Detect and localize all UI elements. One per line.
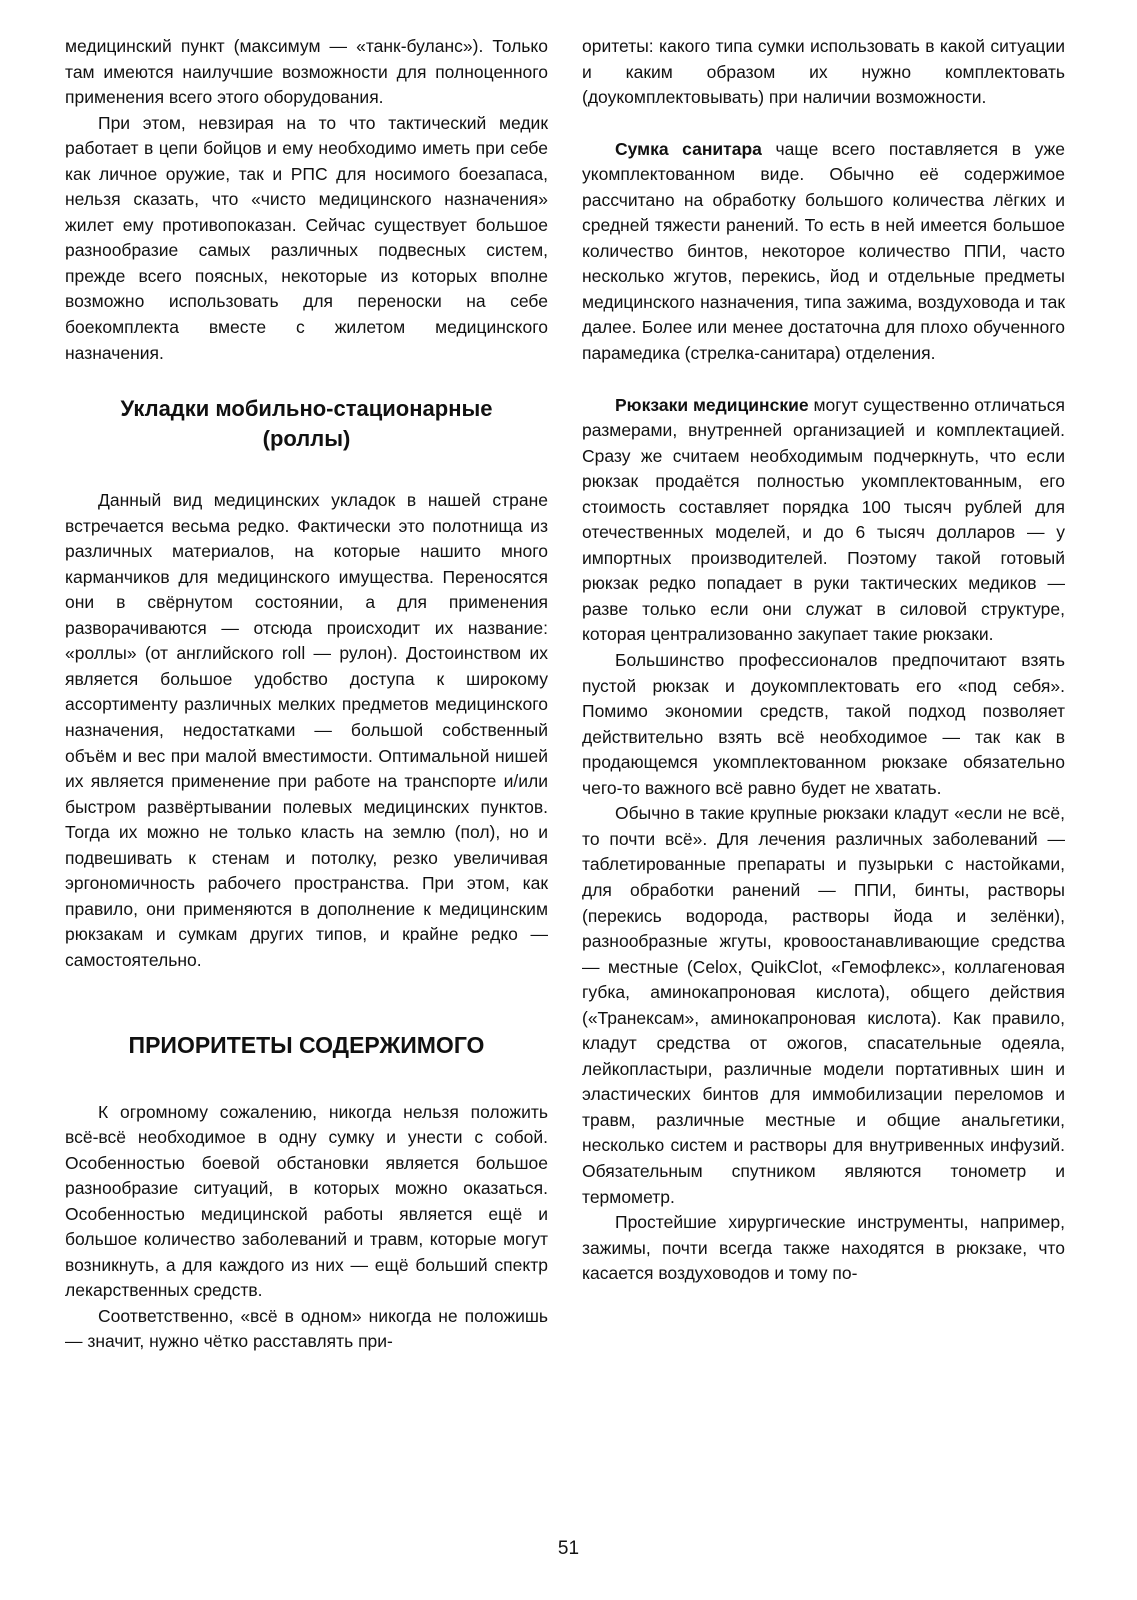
left-column — [65, 34, 548, 1355]
paragraph: Обычно в такие крупные рюкзаки кладут «если не всё, то почти всё». Для лечения различных заболеваний — таблетированные препараты и пузырьки с настойками, для обработки ранений — ППИ, бинты, растворы (перекись водорода, растворы йода и зелёнки), разнообразные жгуты, кровоостанавливающие средства — местные (Celox, QuikClot, «Гемофлекс», коллагеновая губка, аминокапроновая кислота), общего действия («Транексам», аминокапроновая кислота). Как правило, кладут средства от ожогов, спасательные одеяла, лейкопластыри, различные модели портативных шин и эластических бинтов для иммобилизации переломов и травм, различные местные и общие анальгетики, несколько систем и растворы для внутривенных инфузий. Обязательным спутником являются тонометр и термометр. — [582, 803, 1065, 1207]
section-heading-priorities: ПРИОРИТЕТЫ СОДЕРЖИМОГО — [128, 1031, 485, 1058]
paragraph-text: могут существенно отличаться размерами, внутренней организацией и комплектацией. Сразу же считаем необходимым подчеркнуть, что если рюкзак продаётся полностью укомплектованным, его стоимость составляет порядка 100 тысяч рублей для отечественных моделей, и до 6 тысяч долларов — у импортных производителей. Поэтому такой готовый рюкзак редко попадает в руки тактических медиков — разве только если они служат в силовой структуре, которая централизованно закупает такие рюкзаки. — [582, 394, 1065, 645]
heading-line: (роллы) — [262, 426, 351, 452]
paragraph: К огромному сожалению, никогда нельзя положить всё-всё необходимое в одну сумку и унести с собой. Особенностью боевой обстановки является большое разнообразие ситуаций, в которых можно оказаться. Особенностью медицинской работы является ещё и большое количество заболеваний и травм, которые могут возникнуть, а для каждого из них — ещё больший спектр лекарственных средств. — [65, 1101, 548, 1301]
right-column — [582, 34, 1065, 1287]
lead-term: Сумка санитара — [615, 138, 762, 159]
paragraph: Данный вид медицинских укладок в нашей стране встречается весьма редко. Фактически это полотнища из различных материалов, на которые нашито много карманчиков для медицинского имущества. Переносятся они в свёрнутом состоянии, а для применения разворачиваются — отсюда происходит их название: «роллы» (от английского roll — рулон). Достоинством их является большое удобство доступа к широкому ассортименту различных мелких предметов медицинского назначения, недостатками — большой собственный объём и вес при малой вместимости. Оптимальной нишей их является применение при работе на транспорте и/или быстром развёртывании полевых медицинских пунктов. Тогда их можно не только класть на землю (пол), но и подвешивать к стенам и потолку, резко увеличивая эргономичность рабочего пространства. При этом, как правило, они применяются в дополнение к медицинским рюкзакам и сумкам других типов, и крайне редко — самостоятельно. — [65, 490, 548, 970]
page-number: 51 — [557, 1538, 580, 1559]
paragraph: оритеты: какого типа сумки использовать в какой ситуации и каким образом их нужно комплектовать (доукомплектовывать) при наличии возможности. — [582, 36, 1065, 108]
paragraph: Большинство профессионалов предпочитают взять пустой рюкзак и доукомплектовать его «под себя». Помимо экономии средств, такой подход позволяет действительно взять всё необходимое — так как в продающемся укомплектованном рюкзаке обязательно чего-то важного всё равно будет не хватать. — [582, 650, 1065, 798]
paragraph: При этом, невзирая на то что тактический медик работает в цепи бойцов и ему необходимо иметь при себе как личное оружие, так и РПС для носимого боезапаса, нельзя сказать, что «чисто медицинского назначения» жилет ему противопоказан. Сейчас существует большое разнообразие самых различных подвесных систем, прежде всего поясных, некоторые из которых вполне возможно использовать для переноски на себе боекомплекта вместе с жилетом медицинского назначения. — [65, 112, 548, 363]
paragraph-medical-backpacks — [582, 393, 1065, 648]
section-heading-rolls — [65, 394, 548, 454]
paragraph-medic-bag — [582, 137, 1065, 367]
paragraph: Простейшие хирургические инструменты, например, зажимы, почти всегда также находятся в рюкзаке, что касается воздуховодов и тому по- — [582, 1212, 1065, 1284]
heading-line: Укладки мобильно-стационарные — [120, 396, 493, 422]
paragraph: медицинский пункт (максимум — «танк-буланс»). Только там имеются наилучшие возможности для полноценного применения всего этого оборудования. — [65, 36, 548, 108]
paragraph-text: чаще всего поставляется в уже укомплектованном виде. Обычно её содержимое рассчитано на обработку большого количества лёгких и средней тяжести ранений. То есть в ней имеется большое количество бинтов, некоторое количество ППИ, часто несколько жгутов, перекись, йод и отдельные предметы медицинского назначения, типа зажима, воздуховода и так далее. Более или менее достаточна для плохо обученного парамедика (стрелка-санитара) отделения. — [582, 138, 1066, 364]
paragraph: Соответственно, «всё в одном» никогда не положишь — значит, нужно чётко расставлять при- — [65, 1305, 548, 1352]
lead-term: Рюкзаки медицинские — [615, 394, 809, 415]
